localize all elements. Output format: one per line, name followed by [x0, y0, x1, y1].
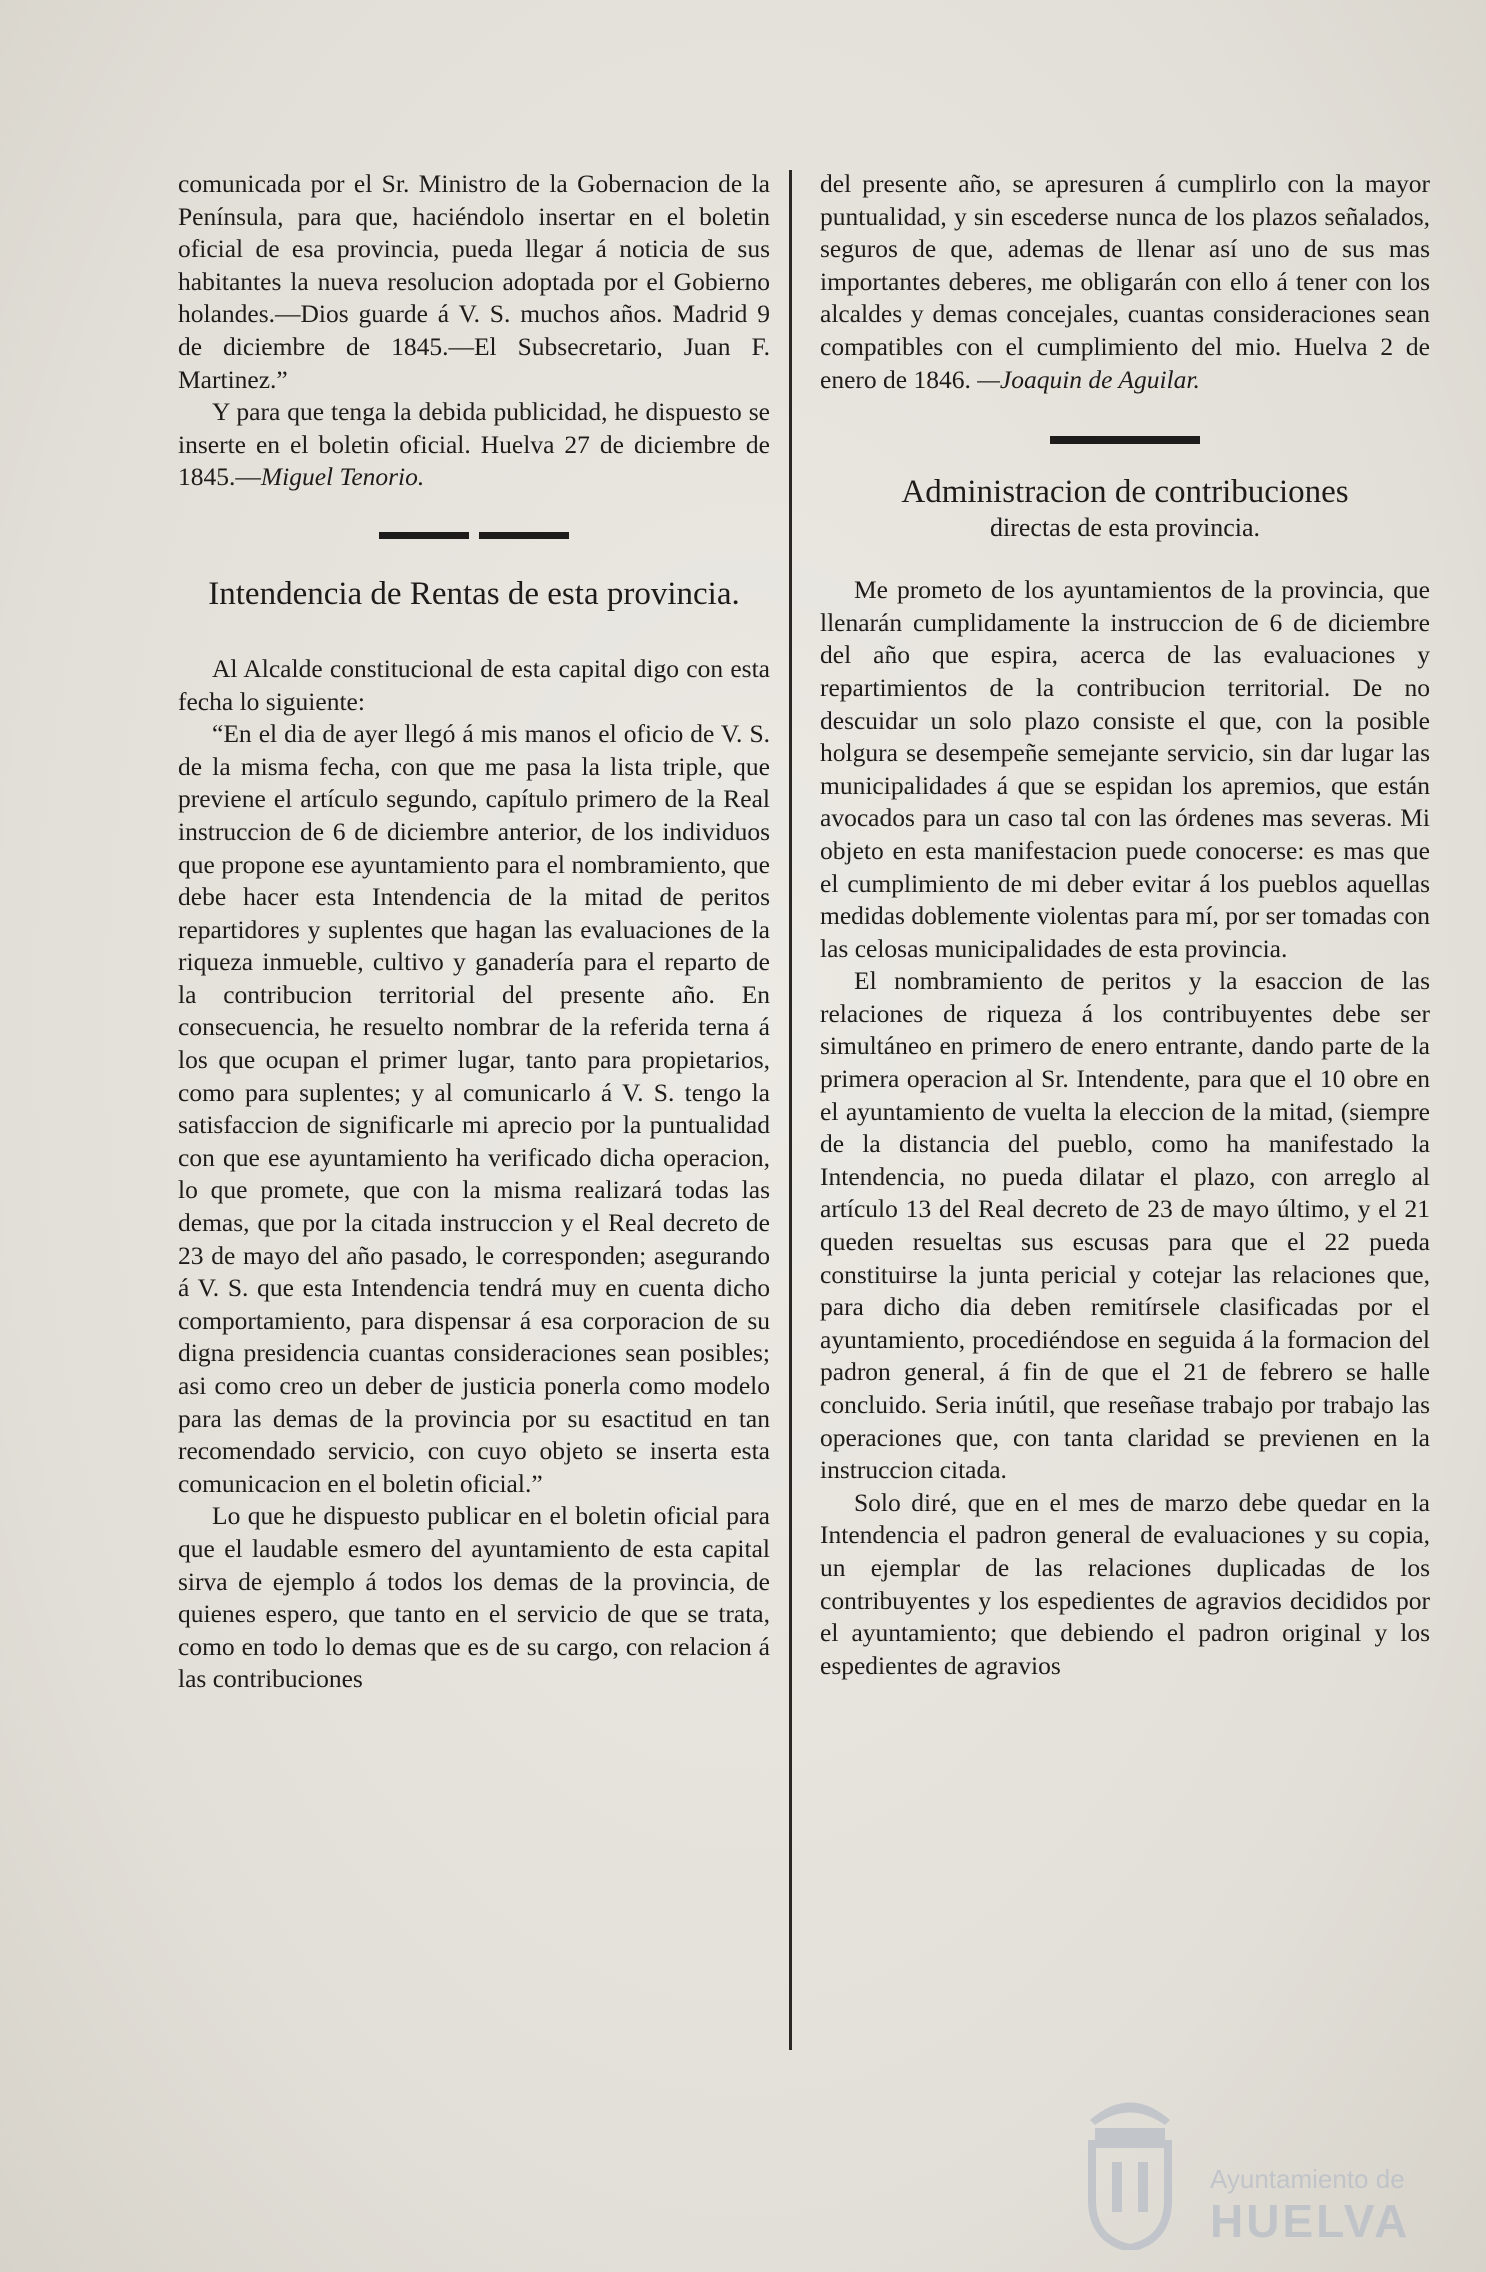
signature-miguel-tenorio: Miguel Tenorio.: [260, 462, 425, 492]
divider-bar-right: [479, 532, 569, 539]
section-subtitle: directas de esta provincia.: [990, 513, 1260, 543]
paragraph-marzo: Solo diré, que en el mes de marzo debe quedar en la Intendencia el padron general de evaluaciones y su copia, un ejemplar de las relaciones duplicadas de los contribuyentes y los espedientes de agravios decididos por el ayuntamiento; que debiendo el padron original y los espedientes de agravios: [820, 1487, 1430, 1680]
watermark-line-2: HUELVA: [1210, 2195, 1411, 2247]
section-divider-right: [1050, 436, 1200, 444]
paragraph-quoted-letter: “En el dia de ayer llegó á mis manos el oficio de V. S. de la misma fecha, con que me pasa la lista triple, que previene el artículo segundo, capítulo primero de la Real instruccion de 6 de diciembre anterior, de los individuos que propone ese ayuntamiento para el nombramiento, que debe hacer esta Intendencia de la mitad de peritos repartidores y suplentes que hagan las evaluaciones de la riqueza inmueble, cultivo y ganadería para el reparto de la contribucion territorial del presente año. En consecuencia, he resuelto nombrar de la referida terna á los que ocupan el primer lugar, tanto para propietarios, como para suplentes; y al comunicarlo á V. S. tengo la satisfaccion de significarle mi aprecio por la puntualidad con que ese ayuntamiento ha verificado dicha operacion, lo que promete, que con la misma realizará todas las demas, que por la citada instruccion y el Real decreto de 23 de mayo del año pasado, le corresponden; asegurando á V. S. que esta Intendencia tendrá muy en cuenta dicho comportamiento, para dispensar á esa corporacion de su digna presidencia cuantas consideraciones sean posibles; asi como creo un deber de justicia ponerla como modelo para las demas de la provincia por su esactitud en tan recomendado servicio, con cuyo objeto se inserta esta comunicacion en el boletin oficial.”: [178, 719, 770, 1498]
paragraph-continuation: [820, 168, 1430, 396]
signature-joaquin-de-aguilar: —Joaquin de Aguilar.: [977, 364, 1200, 394]
continuation-text: del presente año, se apresuren á cumplirlo con la mayor puntualidad, y sin escederse nunca de los plazos señalados, seguros de que, ademas de llenar así uno de sus mas importantes deberes, me obligarán con ello á tener con los alcaldes y demas concejales, cuantas consideraciones sean compatibles con el cumplimiento del mio. Huelva 2 de enero de 1846.: [820, 169, 1430, 394]
section-title-intendencia: Intendencia de Rentas de esta provincia.: [208, 575, 740, 612]
coat-of-arms-icon: [1070, 2080, 1190, 2250]
watermark-line-1: Ayuntamiento de: [1210, 2164, 1405, 2194]
paragraph-publication-order: [178, 396, 770, 494]
paragraph-ministry-communication: comunicada por el Sr. Ministro de la Gobernacion de la Península, para que, haciéndolo insertar en el boletin oficial de esa provincia, pueda llegar á noticia de sus habitantes la nueva resolucion adoptada por el Gobierno holandes.—Dios guarde á V. S. muchos años. Madrid 9 de diciembre de 1845.—El Subsecretario, Juan F. Martinez.”: [178, 169, 770, 394]
publication-order-text: Y para que tenga la debida publicidad, he dispuesto se inserte en el boletin oficial. Huelva 27 de diciembre de 1845.—: [178, 397, 770, 492]
ayuntamiento-huelva-watermark: [1070, 2080, 1450, 2250]
divider-bar-left: [379, 532, 469, 539]
paragraph-ayuntamientos: Me prometo de los ayuntamientos de la provincia, que llenarán cumplidamente la instruccion de 6 de diciembre del año que espira, acerca de las evaluaciones y repartimientos de la contribucion territorial. De no descuidar un solo plazo consiste el que, con la posible holgura se desempeñe semejante servicio, sin dar lugar las municipalidades á que se espidan los apremios, que están avocados para un caso tal con las órdenes mas severas. Mi objeto en esta manifestacion puede conocerse: es mas que el cumplimiento de mi deber evitar á los pueblos aquellas medidas doblemente violentas para mí, por ser tomadas con las celosas municipalidades de esta provincia.: [820, 575, 1430, 963]
right-column: [820, 168, 1430, 1682]
column-divider: [789, 170, 792, 2050]
left-column: [178, 168, 770, 1696]
section-title-administracion: Administracion de contribuciones: [901, 474, 1349, 511]
section-divider: [379, 532, 569, 539]
paragraph-publish-boletin: Lo que he dispuesto publicar en el boletin oficial para que el laudable esmero del ayuntamiento de esta capital sirva de ejemplo á todos los demas de la provincia, de quienes espero, que tanto en el servicio de que se trata, como en todo lo demas que es de su cargo, con relacion á las contribuciones: [178, 1501, 770, 1694]
paragraph-peritos: El nombramiento de peritos y la esaccion de las relaciones de riqueza á los contribuyentes debe ser simultáneo en primero de enero entrante, dando parte de la primera operacion al Sr. Intendente, para que el 10 obre en el ayuntamiento de vuelta la eleccion de la mitad, (siempre de la distancia del pueblo, como ha manifestado la Intendencia, no pueda dilatar el plazo, con arreglo al artículo 13 del Real decreto de 23 de mayo último, y el 21 queden resueltas sus escusas para que el 22 pueda constituirse la junta pericial y cotejar las relaciones que, para dicho dia deben remitírsele clasificadas por el ayuntamiento, procediéndose en seguida á la formacion del padron general, á fin de que el 21 de febrero se halle concluido. Seria inútil, que reseñase trabajo por trabajo las operaciones que, con tanta claridad se previenen en la instruccion citada.: [820, 966, 1430, 1485]
paragraph-alcalde: Al Alcalde constitucional de esta capital digo con esta fecha lo siguiente:: [178, 653, 770, 716]
